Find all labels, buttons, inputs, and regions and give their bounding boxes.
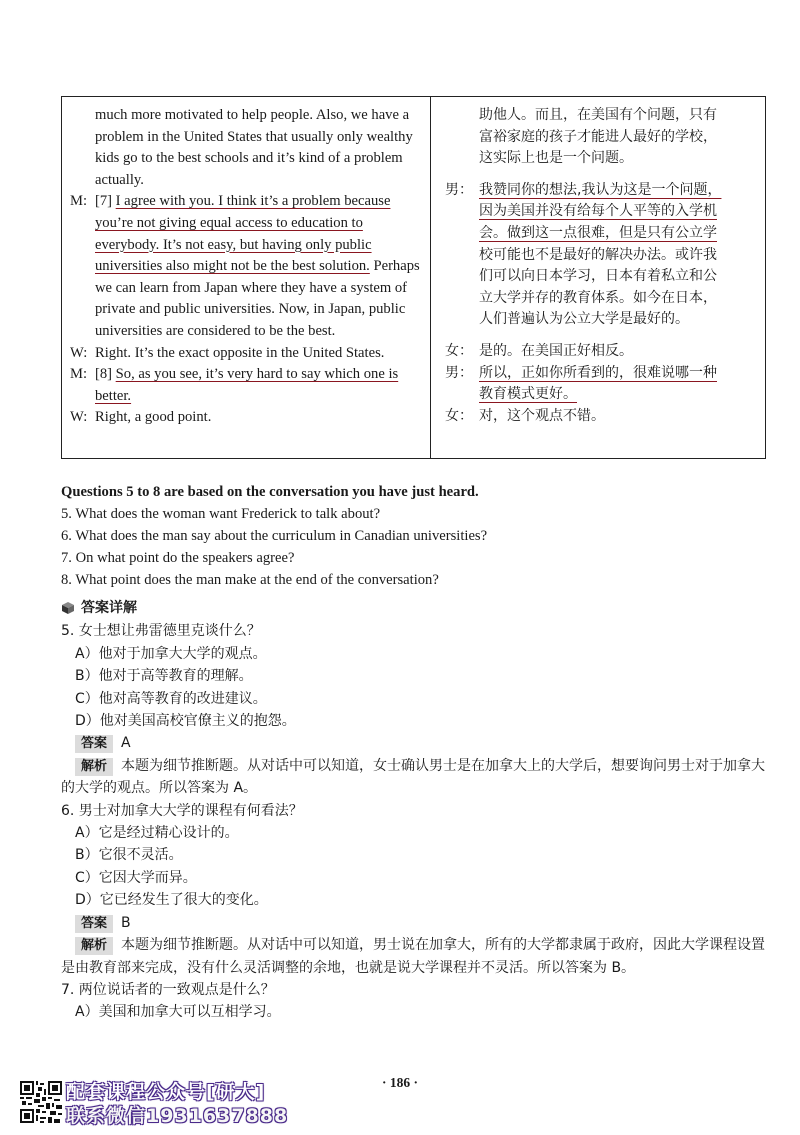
- answer-value: A: [121, 735, 131, 752]
- translation-line: 会。做到这一点很难，但是只有公立学: [479, 224, 717, 241]
- speaker-label: W:: [70, 409, 88, 426]
- translation-line: 教育模式更好。: [479, 386, 577, 403]
- translation-line: 们可以向日本学习，日本有着私立和公: [479, 268, 717, 285]
- option: B）他对于高等教育的理解。: [75, 668, 253, 685]
- speaker-label: 男：: [445, 181, 473, 198]
- option: A）它是经过精心设计的。: [75, 825, 239, 842]
- option: A）他对于加拿大大学的观点。: [75, 645, 267, 662]
- promo-banner: [66, 1080, 288, 1128]
- translation-line: 因为美国并没有给每个人平等的入学机: [479, 203, 717, 220]
- english-transcript: [70, 105, 426, 429]
- translation-line: 立大学并存的教育体系。如今在日本，: [479, 289, 717, 306]
- translation-line: 所以，正如你所看到的，很难说哪一种: [479, 364, 717, 381]
- speaker-label: 女：: [445, 407, 473, 424]
- question-cn: 7. 两位说话者的一致观点是什么？: [61, 981, 275, 998]
- section-header: [61, 597, 766, 619]
- translation-line: 校可能也不是最好的解决办法。或许我: [479, 246, 717, 263]
- column-divider: [430, 97, 431, 458]
- transcript-table: [61, 96, 766, 459]
- speaker-label: 男：: [445, 364, 473, 381]
- section-title: 答案详解: [81, 600, 137, 616]
- transcript-line: [70, 191, 426, 342]
- answer-line: [61, 732, 766, 754]
- option: C）它因大学而异。: [75, 869, 197, 886]
- underlined-key-sentence: So, as you see, it’s very hard to say which one is better.: [95, 366, 399, 404]
- question-item: 5. What does the woman want Frederick to talk about?: [61, 506, 381, 522]
- translation-line: 这实际上也是一个问题。: [479, 150, 633, 167]
- question-cn: 5. 女士想让弗雷德里克谈什么？: [61, 623, 261, 640]
- promo-line: 配套课程公众号[研大]: [66, 1081, 266, 1103]
- cube-icon: [61, 601, 75, 615]
- question-item: 7. On what point do the speakers agree?: [61, 550, 295, 566]
- qr-code-icon: [20, 1081, 62, 1123]
- option: B）它很不灵活。: [75, 847, 183, 864]
- option: D）他对美国高校官僚主义的抱怨。: [75, 713, 296, 730]
- translation-line: 是的。在美国正好相反。: [479, 342, 633, 359]
- chinese-translation: [445, 105, 761, 427]
- analysis-tag: 解析: [75, 937, 113, 955]
- page-number: · 186 ·: [381, 1075, 418, 1090]
- transcript-line: [70, 105, 426, 191]
- transcript-line: [70, 407, 426, 429]
- analysis-line: [61, 934, 766, 979]
- speaker-label: W:: [70, 344, 88, 361]
- analysis-text: 本题为细节推断题。从对话中可以知道，女士确认男士是在加拿大上的大学后，想要询问男士对于加拿大的大学的观点。所以答案为 A。: [61, 757, 766, 797]
- question-item: 6. What does the man say about the curriculum in Canadian universities?: [61, 528, 488, 544]
- translation-line: 人们普遍认为公立大学是最好的。: [479, 311, 689, 328]
- answer-tag: 答案: [75, 735, 113, 753]
- marker: [8]: [95, 366, 116, 383]
- answer-line: [61, 912, 766, 934]
- analysis-line: [61, 755, 766, 800]
- question-cn: 6. 男士对加拿大大学的课程有何看法？: [61, 802, 303, 819]
- promo-line: 联系微信1931637888: [66, 1105, 289, 1127]
- line-text: much more motivated to help people. Also, we have a problem in the United States that usually only wealthy kids go to the best schools and it’s kind of a problem actually.: [95, 107, 413, 188]
- option: C）他对高等教育的改进建议。: [75, 690, 267, 707]
- line-text: Right. It’s the exact opposite in the United States.: [95, 344, 385, 361]
- questions-block: [61, 481, 761, 591]
- questions-heading: Questions 5 to 8 are based on the conversation you have just heard.: [61, 484, 479, 500]
- speaker-label: M:: [70, 366, 88, 383]
- analysis-text: 本题为细节推断题。从对话中可以知道，男士说在加拿大，所有的大学都隶属于政府，因此大学课程设置是由教育部来完成，没有什么灵活调整的余地，也就是说大学课程并不灵活。所以答案为 B。: [61, 937, 766, 976]
- line-text: Perhaps we can learn from Japan where they have a system of private and public universities. Now, in Japan, public universities are considered to be the best.: [95, 258, 420, 339]
- translation-line: 助他人。而且，在美国有个问题，只有: [479, 107, 717, 123]
- line-text: Right, a good point.: [95, 409, 212, 426]
- translation-line: 我赞同你的想法,我认为这是一个问题，: [479, 181, 722, 198]
- transcript-line: [70, 364, 426, 407]
- option: D）它已经发生了很大的变化。: [75, 892, 268, 909]
- analysis-tag: 解析: [75, 758, 113, 776]
- answer-tag: 答案: [75, 915, 113, 933]
- answer-explanations: [61, 597, 766, 1024]
- option: A）美国和加拿大可以互相学习。: [75, 1004, 281, 1021]
- translation-line: 富裕家庭的孩子才能进人最好的学校，: [479, 128, 717, 145]
- answer-value: B: [121, 914, 131, 931]
- speaker-label: 女：: [445, 342, 473, 359]
- translation-line: 对，这个观点不错。: [479, 407, 605, 424]
- marker: [7]: [95, 193, 116, 210]
- underlined-key-sentence: I agree with you. I think it’s a problem because you’re not giving equal access to education to everybody. It’s not easy, but having only public universities also might not be the best solution.: [95, 193, 391, 275]
- speaker-label: M:: [70, 193, 88, 210]
- transcript-line: [70, 343, 426, 365]
- question-item: 8. What point does the man make at the end of the conversation?: [61, 572, 439, 588]
